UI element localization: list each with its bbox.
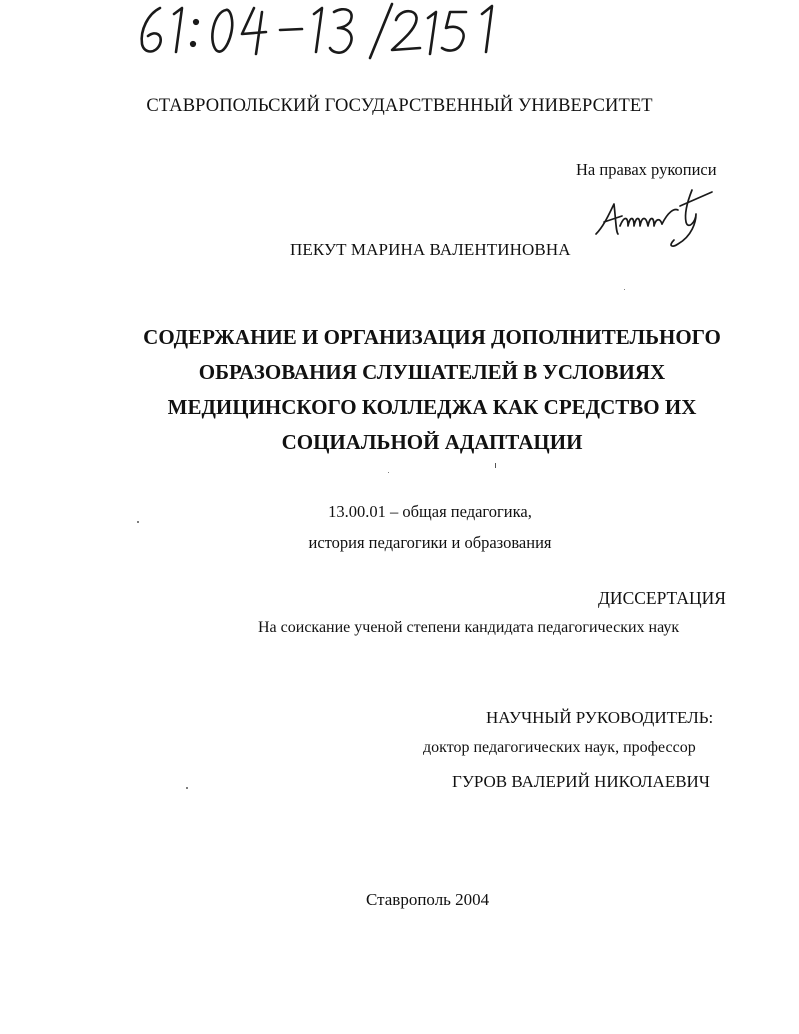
city-and-year: Ставрополь 2004 (366, 890, 490, 909)
title-line: СОЦИАЛЬНОЙ АДАПТАЦИИ (281, 430, 583, 454)
author-name: ПЕКУТ МАРИНА ВАЛЕНТИНОВНА (290, 240, 571, 259)
scan-speck (624, 289, 625, 290)
scan-speck (137, 521, 139, 523)
university-name: СТАВРОПОЛЬСКИЙ ГОСУДАРСТВЕННЫЙ УНИВЕРСИТЕТ (146, 96, 653, 116)
specialty-line: история педагогики и образования (308, 533, 552, 552)
manuscript-rights-note: На правах рукописи (576, 160, 717, 179)
advisor-degree: доктор педагогических наук, профессор (423, 739, 696, 756)
author-signature (592, 182, 716, 252)
handwritten-archive-number (130, 0, 550, 62)
advisor-label: НАУЧНЫЙ РУКОВОДИТЕЛЬ: (486, 708, 714, 727)
title-line: ОБРАЗОВАНИЯ СЛУШАТЕЛЕЙ В УСЛОВИЯХ (198, 360, 666, 384)
dissertation-label: ДИССЕРТАЦИЯ (598, 588, 726, 608)
scan-speck (186, 787, 188, 789)
scan-speck (495, 463, 496, 468)
scan-speck (388, 472, 389, 473)
specialty-code (0, 496, 799, 558)
title-line: СОДЕРЖАНИЕ И ОРГАНИЗАЦИЯ ДОПОЛНИТЕЛЬНОГО (143, 325, 721, 349)
dissertation-title (0, 320, 799, 460)
advisor-name: ГУРОВ ВАЛЕРИЙ НИКОЛАЕВИЧ (452, 772, 710, 791)
dissertation-purpose: На соискание ученой степени кандидата педагогических наук (258, 619, 680, 636)
title-line: МЕДИЦИНСКОГО КОЛЛЕДЖА КАК СРЕДСТВО ИХ (167, 395, 697, 419)
specialty-line: 13.00.01 – общая педагогика, (328, 502, 532, 521)
